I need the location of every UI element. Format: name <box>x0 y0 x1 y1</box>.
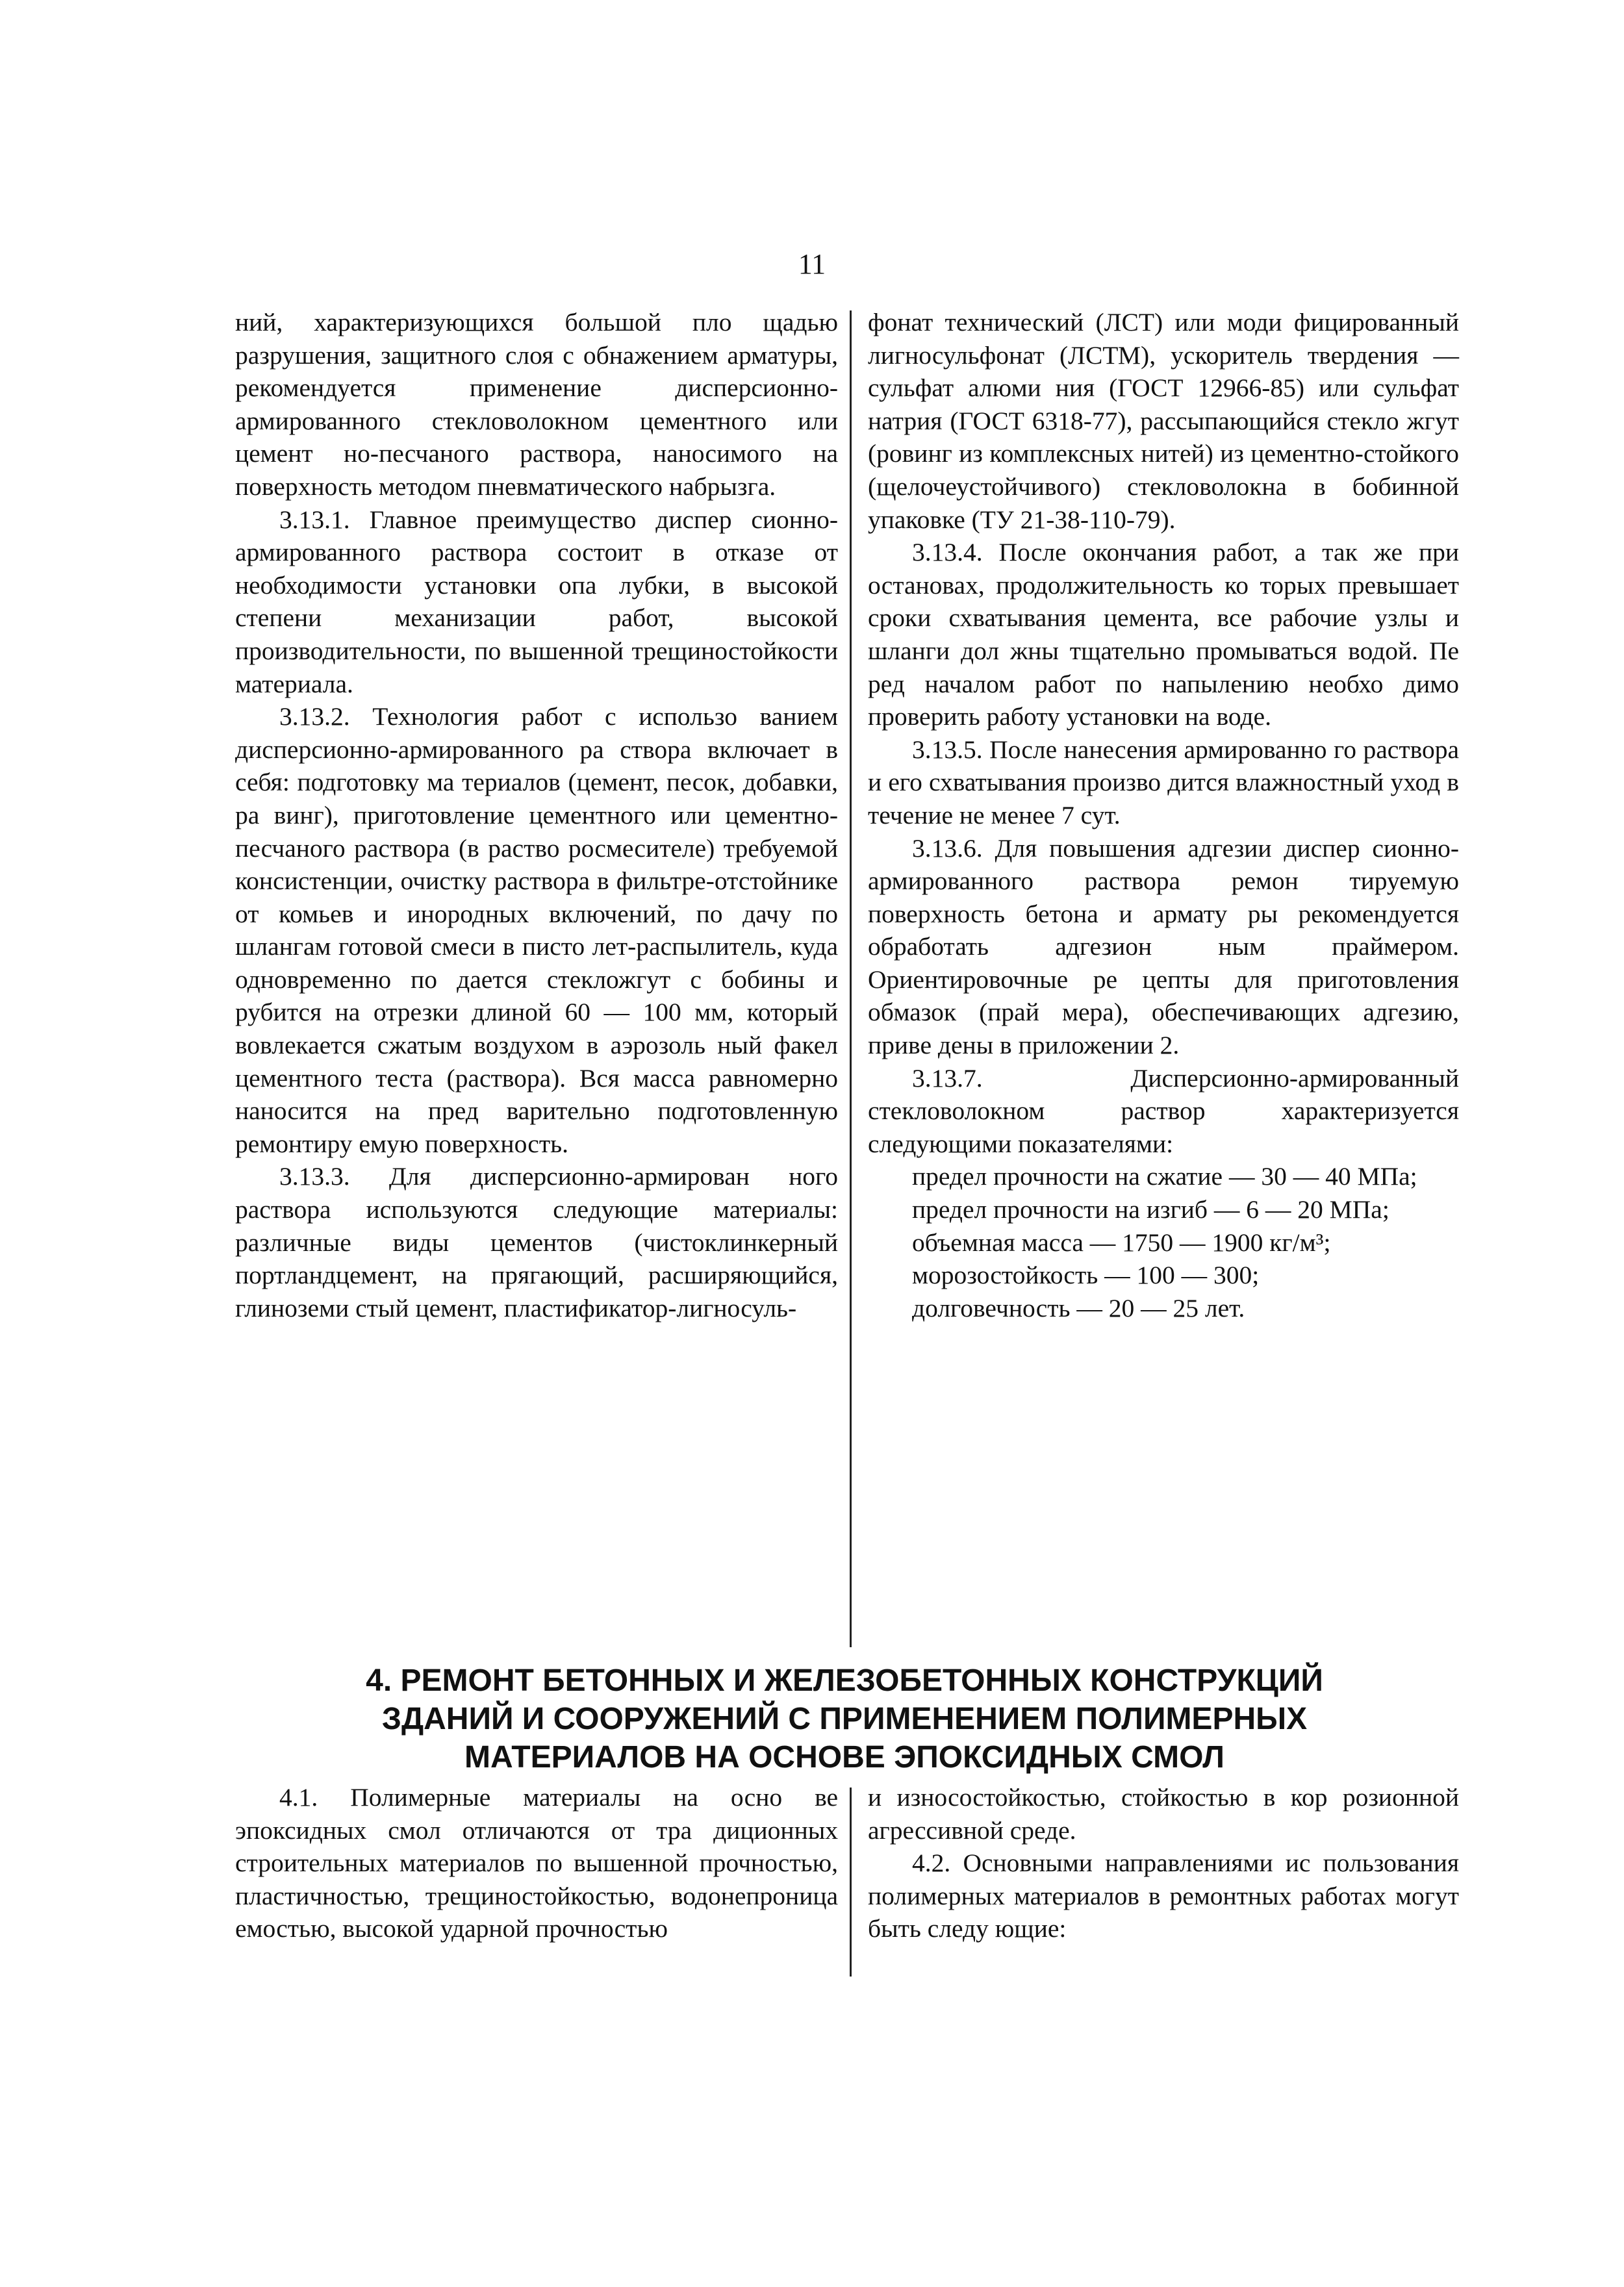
property-compressive-strength <box>868 1160 1459 1193</box>
text-line: ред началом работ по напылению необхо <box>868 669 1384 698</box>
text-line: же при остановах, продолжительность ко <box>868 538 1459 600</box>
text-line: прягающий, расширяющийся, глиноземи <box>235 1261 838 1322</box>
paragraph-3-13-4 <box>868 536 1459 733</box>
text-line: 4.2. Основными направлениями ис <box>912 1849 1311 1878</box>
text-line: винг), приготовление цементного или <box>273 800 711 829</box>
paragraph-3-13-2 <box>235 700 838 1160</box>
text-line: в отказе от необходимости установки опа <box>235 538 838 600</box>
paragraph-3-13-6 <box>868 832 1459 1062</box>
text-line: торых превышает сроки схватывания <box>868 570 1459 633</box>
text-line: мера), обеспечивающих адгезию, приве <box>868 998 1460 1060</box>
text-column-bottom-right <box>868 1781 1459 1945</box>
text-line: предел прочности на сжатие — <box>912 1162 1255 1191</box>
text-line: 3.13.1. Главное преимущество диспер <box>279 505 732 534</box>
text-column-top-left <box>235 306 838 1324</box>
text-line: от комьев и инородных включений, по <box>235 899 723 928</box>
text-line: дится влажностный уход в течение не <box>868 768 1460 829</box>
column-divider <box>850 1788 852 1977</box>
text-line: поверхность методом пневматического <box>235 472 663 501</box>
text-line: жгут (ровинг из комплексных нитей) из <box>868 406 1460 468</box>
text-line: дачу по шлангам готовой смеси в писто <box>235 899 838 961</box>
text-line: цементно-стойкого (щелочеустойчивого) <box>868 439 1460 501</box>
text-line: стекловолокна в бобинной упаковке <box>868 472 1460 534</box>
text-line: лубки, в высокой степени механизации <box>235 570 838 633</box>
text-line: ющие: <box>995 1914 1067 1943</box>
paragraph-continued <box>868 306 1459 536</box>
text-line: ве эпоксидных смол отличаются от тра <box>235 1783 839 1845</box>
text-line: цемента, все рабочие узлы и шланги дол <box>868 603 1460 665</box>
text-line: обнажением арматуры, рекомендуется <box>235 340 838 403</box>
text-line: емостью, высокой ударной прочностью <box>235 1914 668 1943</box>
text-line: димо проверить работу установки на воде. <box>868 669 1459 731</box>
section-heading <box>195 1662 1494 1776</box>
text-line: стый цемент, пластификатор-лигносуль- <box>355 1293 797 1322</box>
text-line: менее 7 сут. <box>991 800 1121 829</box>
paragraph-3-13-3 <box>235 1160 838 1324</box>
text-line: стекловолокном раствор характеризуется <box>868 1096 1459 1126</box>
paragraph-3-13-1 <box>235 503 838 701</box>
text-line: ния (ГОСТ 12966-85) или сульфат натрия <box>868 373 1459 435</box>
text-line: (ГОСТ 6318-77), рассыпающийся стекло <box>950 406 1399 435</box>
text-line: очистку раствора в фильтре-отстойнике <box>400 866 838 896</box>
text-line: ного раствора используются следующие <box>235 1162 839 1224</box>
text-line: пользования полимерных материалов в <box>868 1849 1459 1910</box>
text-line: 3.13.3. Для дисперсионно-армирован <box>279 1162 750 1191</box>
text-line: 3.13.7. Дисперсионно-армированный <box>912 1063 1459 1093</box>
paragraph-3-13-5 <box>868 733 1459 832</box>
heading-line: МАТЕРИАЛОВ НА ОСНОВЕ ЭПОКСИДНЫХ СМОЛ <box>464 1740 1224 1775</box>
text-line: 3.13.5. После нанесения армированно <box>912 735 1327 764</box>
text-line: морозостойкость — 100 — 300; <box>912 1261 1260 1290</box>
text-column-top-right <box>868 306 1459 1324</box>
text-line: цементно-песчаного раствора (в раство <box>235 800 839 863</box>
text-line: жны тщательно промываться водой. Пе <box>1009 636 1459 665</box>
text-line: вовлекается сжатым воздухом в аэрозоль <box>235 1031 705 1060</box>
text-line: долговечность — 20 — 25 лет. <box>912 1293 1245 1322</box>
paragraph-4-1 <box>235 1781 838 1945</box>
text-line: створа включает в себя: подготовку ма <box>235 735 839 797</box>
text-line: цепты для приготовления обмазок (прай <box>868 965 1460 1027</box>
text-line: дены в приложении 2. <box>937 1031 1180 1060</box>
text-line: следующими показателями: <box>868 1129 1174 1158</box>
paragraph-4-2 <box>868 1847 1459 1945</box>
text-line: вышенной прочностью, пластичностью, <box>235 1849 838 1910</box>
text-line: ры рекомендуется обработать адгезион <box>868 899 1459 961</box>
text-line: тируемую поверхность бетона и армату <box>868 866 1460 928</box>
heading-line: ЗДАНИЙ И СООРУЖЕНИЙ С ПРИМЕНЕНИЕМ ПОЛИМЕРНЫХ <box>381 1702 1308 1736</box>
text-column-bottom-left <box>235 1781 838 1945</box>
page-number: 11 <box>798 248 826 280</box>
text-line: и износостойкостью, стойкостью в кор <box>868 1783 1328 1812</box>
text-line: ремонтных работах могут быть следу <box>868 1881 1460 1943</box>
text-line: сионно-армированного раствора ремон <box>868 833 1459 896</box>
text-line: ускоритель твердения — сульфат алюми <box>868 340 1459 403</box>
heading-line: 4. РЕМОНТ БЕТОННЫХ И ЖЕЛЕЗОБЕТОННЫХ КОНСТРУКЦИЙ <box>366 1663 1323 1698</box>
text-line: трещиностойкостью, водонепроница <box>425 1881 839 1910</box>
text-line: 30 — 40 МПа; <box>1261 1162 1417 1191</box>
text-line: набрызга. <box>668 472 776 501</box>
text-line: 4.1. Полимерные материалы на осно <box>279 1783 783 1812</box>
text-line: вышенной трещиностойкости материала. <box>235 636 838 698</box>
text-line: ний, характеризующихся большой пло <box>235 308 732 336</box>
text-line: 3.13.2. Технология работ с использо <box>279 702 737 731</box>
text-line: предел прочности на изгиб — <box>912 1195 1240 1224</box>
text-line: материалы: различные виды цементов <box>235 1195 838 1257</box>
text-line: 3.13.6. Для повышения адгезии диспер <box>912 833 1360 863</box>
text-line: розионной агрессивной среде. <box>868 1783 1459 1845</box>
text-line: варительно подготовленную ремонтиру <box>235 1096 839 1158</box>
property-frost-resistance <box>868 1259 1459 1292</box>
text-line: лет-распылитель, куда одновременно по <box>235 932 839 994</box>
text-line: диционных строительных материалов по <box>235 1815 839 1878</box>
text-line: ным праймером. Ориентировочные ре <box>868 932 1459 994</box>
property-bending-strength <box>868 1193 1459 1226</box>
text-line: емую поверхность. <box>359 1129 568 1158</box>
text-line: 6 — 20 МПа; <box>1246 1195 1389 1224</box>
text-line: объемная масса — 1750 — 1900 кг/м³; <box>912 1228 1331 1257</box>
property-durability <box>868 1292 1459 1325</box>
paragraph-3-13-7 <box>868 1062 1459 1161</box>
text-line: росмесителе) требуемой консистенции, <box>235 833 838 896</box>
text-line: щадью разрушения, защитного слоя с <box>235 308 838 370</box>
property-density <box>868 1226 1459 1259</box>
text-line: фонат технический (ЛСТ) или моди <box>868 308 1282 336</box>
text-line: ный факел цементного теста (раствора). <box>235 1031 838 1093</box>
text-line: териалов (цемент, песок, добавки, ра <box>235 768 838 829</box>
text-line: 3.13.4. После окончания работ, а так <box>912 538 1358 567</box>
text-line: сионно-армированного раствора состоит <box>235 505 838 567</box>
text-line: работ, высокой производительности, по <box>235 603 839 665</box>
text-line: фицированный лигносульфонат (ЛСТМ), <box>868 308 1460 370</box>
text-line: дается стекложгут с бобины и рубится <box>235 965 838 1027</box>
text-line: на отрезки длиной 60 — 100 мм, который <box>335 998 839 1027</box>
text-line: (чистоклинкерный портландцемент, на <box>235 1228 839 1290</box>
text-line: но-песчаного раствора, наносимого на <box>344 439 839 468</box>
column-divider <box>850 310 852 1647</box>
text-line: го раствора и его схватывания произво <box>868 735 1459 797</box>
text-line: Вся масса равномерно наносится на пред <box>235 1063 839 1126</box>
paragraph-continued <box>868 1781 1459 1847</box>
paragraph-continued <box>235 306 838 503</box>
text-line: ванием дисперсионно-армированного ра <box>235 702 838 764</box>
text-line: применение дисперсионно-армированного <box>235 373 839 435</box>
text-line: (ТУ 21-38-110-79). <box>971 505 1176 534</box>
text-line: стекловолокном цементного или цемент <box>235 406 838 468</box>
